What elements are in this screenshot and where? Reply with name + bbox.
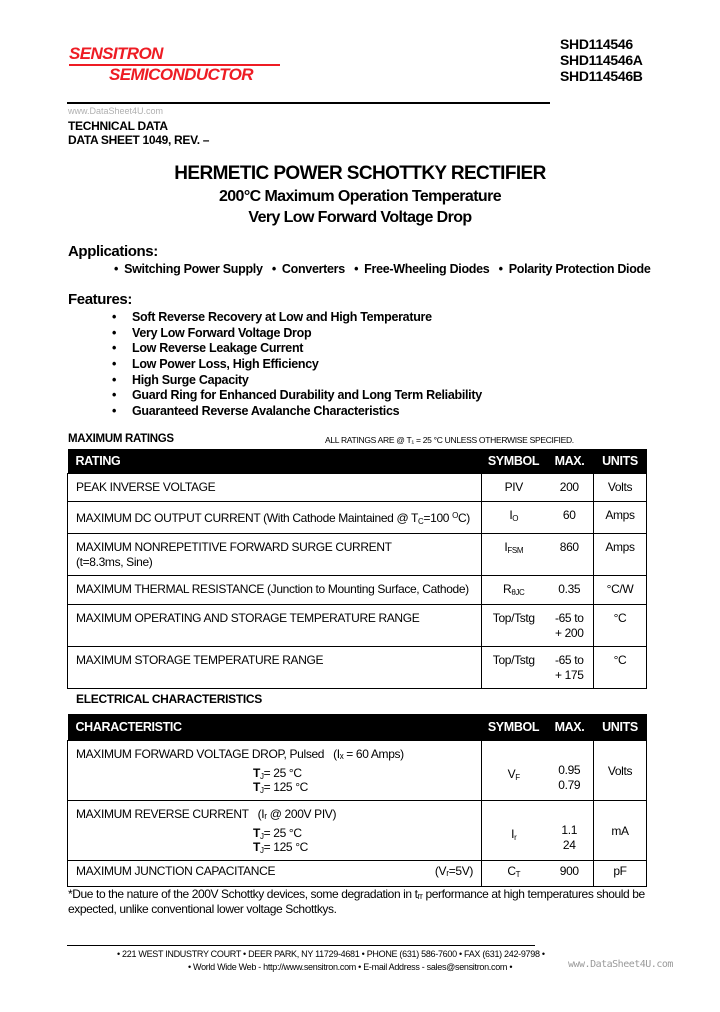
bullet-icon: • <box>112 404 117 419</box>
table-row <box>68 605 647 647</box>
rating-cell: MAXIMUM DC OUTPUT CURRENT (With Cathode Maintained @ $T_C=100$ $^O$C) <box>68 502 482 534</box>
column-header: MAX. <box>546 714 594 741</box>
electrical-table <box>67 714 647 887</box>
units-cell: pF <box>594 861 647 887</box>
rating-cell: MAXIMUM STORAGE TEMPERATURE RANGE <box>68 647 482 689</box>
max-cell: 0.35 <box>546 576 594 605</box>
bullet-icon: • <box>498 262 503 276</box>
table-row <box>68 861 647 887</box>
max-cell: 200 <box>546 474 594 502</box>
part-number: SHD114546 <box>560 36 633 52</box>
bullet-icon: • <box>112 372 117 387</box>
characteristic-cell: MAXIMUM FORWARD VOLTAGE DROP, Pulsed (Iₓ = 60 Amps) $T_J= 25$ °C $T_J= 125$ °C <box>68 741 482 801</box>
bullet-icon: • <box>112 341 117 356</box>
max-ratings-heading: MAXIMUM RATINGS <box>68 433 174 445</box>
symbol-cell: $I_{FSM}$ <box>482 534 546 576</box>
units-cell: °C <box>594 647 647 689</box>
table-row <box>68 576 647 605</box>
rating-cell: PEAK INVERSE VOLTAGE <box>68 474 482 502</box>
max-ratings-note: ALL RATINGS ARE @ T₁ = 25 °C UNLESS OTHERWISE SPECIFIED. <box>325 435 574 445</box>
symbol-cell: $I_O$ <box>482 502 546 534</box>
characteristic-cell: MAXIMUM REVERSE CURRENT (Iᵣ @ 200V PIV) $T_J= 25$ °C $T_J= 125$ °C <box>68 801 482 861</box>
features-heading: Features: <box>68 291 132 308</box>
symbol-cell: PIV <box>482 474 546 502</box>
table-row <box>68 741 647 801</box>
symbol-cell: $R_{\theta JC}$ <box>482 576 546 605</box>
column-header: CHARACTERISTIC <box>68 714 482 741</box>
application-item: Free-Wheeling Diodes <box>364 262 490 276</box>
bullet-icon: • <box>354 262 359 276</box>
application-item: Converters <box>281 262 345 276</box>
footnote: *Due to the nature of the 200V Schottky devices, some degradation in tᵣᵣ performance at high temperatures should be expected, unlike conventional lower voltage Schottkys. <box>68 887 645 916</box>
application-item: Polarity Protection Diode <box>508 262 651 276</box>
part-number: SHD114546B <box>560 68 643 84</box>
symbol-cell: Top/Tstg <box>482 647 546 689</box>
units-cell: Amps <box>594 534 647 576</box>
max-ratings-table <box>67 449 647 689</box>
doc-ref: DATA SHEET 1049, REV. – <box>68 133 210 147</box>
part-numbers <box>560 36 643 84</box>
column-header: UNITS <box>594 449 647 474</box>
max-cell: 900 <box>546 861 594 887</box>
watermark-link[interactable]: www.DataSheet4U.com <box>68 106 164 116</box>
bullet-icon: • <box>112 310 117 324</box>
feature-item: • Soft Reverse Recovery at Low and High Temperature <box>112 310 432 324</box>
feature-item: • Low Reverse Leakage Current <box>112 341 304 356</box>
bullet-icon: • <box>112 388 117 403</box>
symbol-cell: $C_T$ <box>482 861 546 887</box>
feature-item: • Low Power Loss, High Efficiency <box>112 357 319 372</box>
application-item: Switching Power Supply <box>124 262 263 276</box>
table-row <box>68 801 647 861</box>
units-cell: °C <box>594 605 647 647</box>
symbol-cell: $V_F$ <box>482 741 546 801</box>
bullet-icon: • <box>114 262 119 276</box>
bullet-icon: • <box>112 357 117 372</box>
doc-info <box>68 119 209 147</box>
footer-contact: • World Wide Web - http://www.sensitron.com • E-mail Address - sales@sensitron.com • <box>188 962 513 972</box>
logo-sensitron: SENSITRON <box>69 44 163 63</box>
rating-cell: MAXIMUM THERMAL RESISTANCE (Junction to Mounting Surface, Cathode) <box>68 576 482 605</box>
symbol-cell: $I_r$ <box>482 801 546 861</box>
table-row <box>68 647 647 689</box>
table-row <box>68 474 647 502</box>
units-cell: Volts <box>594 474 647 502</box>
characteristic-cell: MAXIMUM JUNCTION CAPACITANCE (Vᵣ=5V) <box>68 861 482 887</box>
max-cell: 60 <box>546 502 594 534</box>
subtitle-voltage: Very Low Forward Voltage Drop <box>248 209 472 226</box>
rating-cell: MAXIMUM OPERATING AND STORAGE TEMPERATURE RANGE <box>68 605 482 647</box>
part-number: SHD114546A <box>560 52 643 68</box>
symbol-cell: Top/Tstg <box>482 605 546 647</box>
table-row <box>68 502 647 534</box>
units-cell: °C/W <box>594 576 647 605</box>
column-header: SYMBOL <box>482 714 546 741</box>
bullet-icon: • <box>271 262 276 276</box>
header-divider <box>67 102 550 104</box>
table-row <box>68 534 647 576</box>
units-cell: Volts <box>594 741 647 801</box>
footer-watermark-link[interactable]: www.DataSheet4U.com <box>568 959 673 970</box>
max-cell: 1.1 24 <box>546 801 594 861</box>
footer-divider <box>67 945 535 946</box>
feature-item: • Guard Ring for Enhanced Durability and Long Term Reliability <box>112 388 482 403</box>
feature-item: • Guaranteed Reverse Avalanche Characteristics <box>112 404 400 419</box>
applications-heading: Applications: <box>68 243 158 260</box>
page-title: HERMETIC POWER SCHOTTKY RECTIFIER <box>174 163 546 184</box>
column-header: UNITS <box>594 714 647 741</box>
electrical-heading: ELECTRICAL CHARACTERISTICS <box>76 692 262 706</box>
max-cell: -65 to + 175 <box>546 647 594 689</box>
subtitle-temperature: 200°C Maximum Operation Temperature <box>218 188 502 205</box>
max-cell: -65 to + 200 <box>546 605 594 647</box>
feature-item: • High Surge Capacity <box>112 372 249 387</box>
column-header: RATING <box>68 449 482 474</box>
max-cell: 860 <box>546 534 594 576</box>
column-header: SYMBOL <box>482 449 546 474</box>
rating-cell: MAXIMUM NONREPETITIVE FORWARD SURGE CURRENT (t=8.3ms, Sine) <box>68 534 482 576</box>
feature-item: • Very Low Forward Voltage Drop <box>112 325 312 340</box>
max-cell: 0.95 0.79 <box>546 741 594 801</box>
logo-semiconductor: SEMICONDUCTOR <box>109 65 253 84</box>
table-header-row <box>68 714 647 741</box>
units-cell: Amps <box>594 502 647 534</box>
units-cell: mA <box>594 801 647 861</box>
applications-list <box>108 262 651 276</box>
table-header-row <box>68 449 647 474</box>
bullet-icon: • <box>112 325 117 340</box>
column-header: MAX. <box>546 449 594 474</box>
doc-type: TECHNICAL DATA <box>68 119 168 133</box>
footer-address: • 221 WEST INDUSTRY COURT • DEER PARK, NY 11729-4681 • PHONE (631) 586-7600 • FAX (631) 242-9798 • <box>117 949 545 959</box>
features-list <box>112 310 482 420</box>
